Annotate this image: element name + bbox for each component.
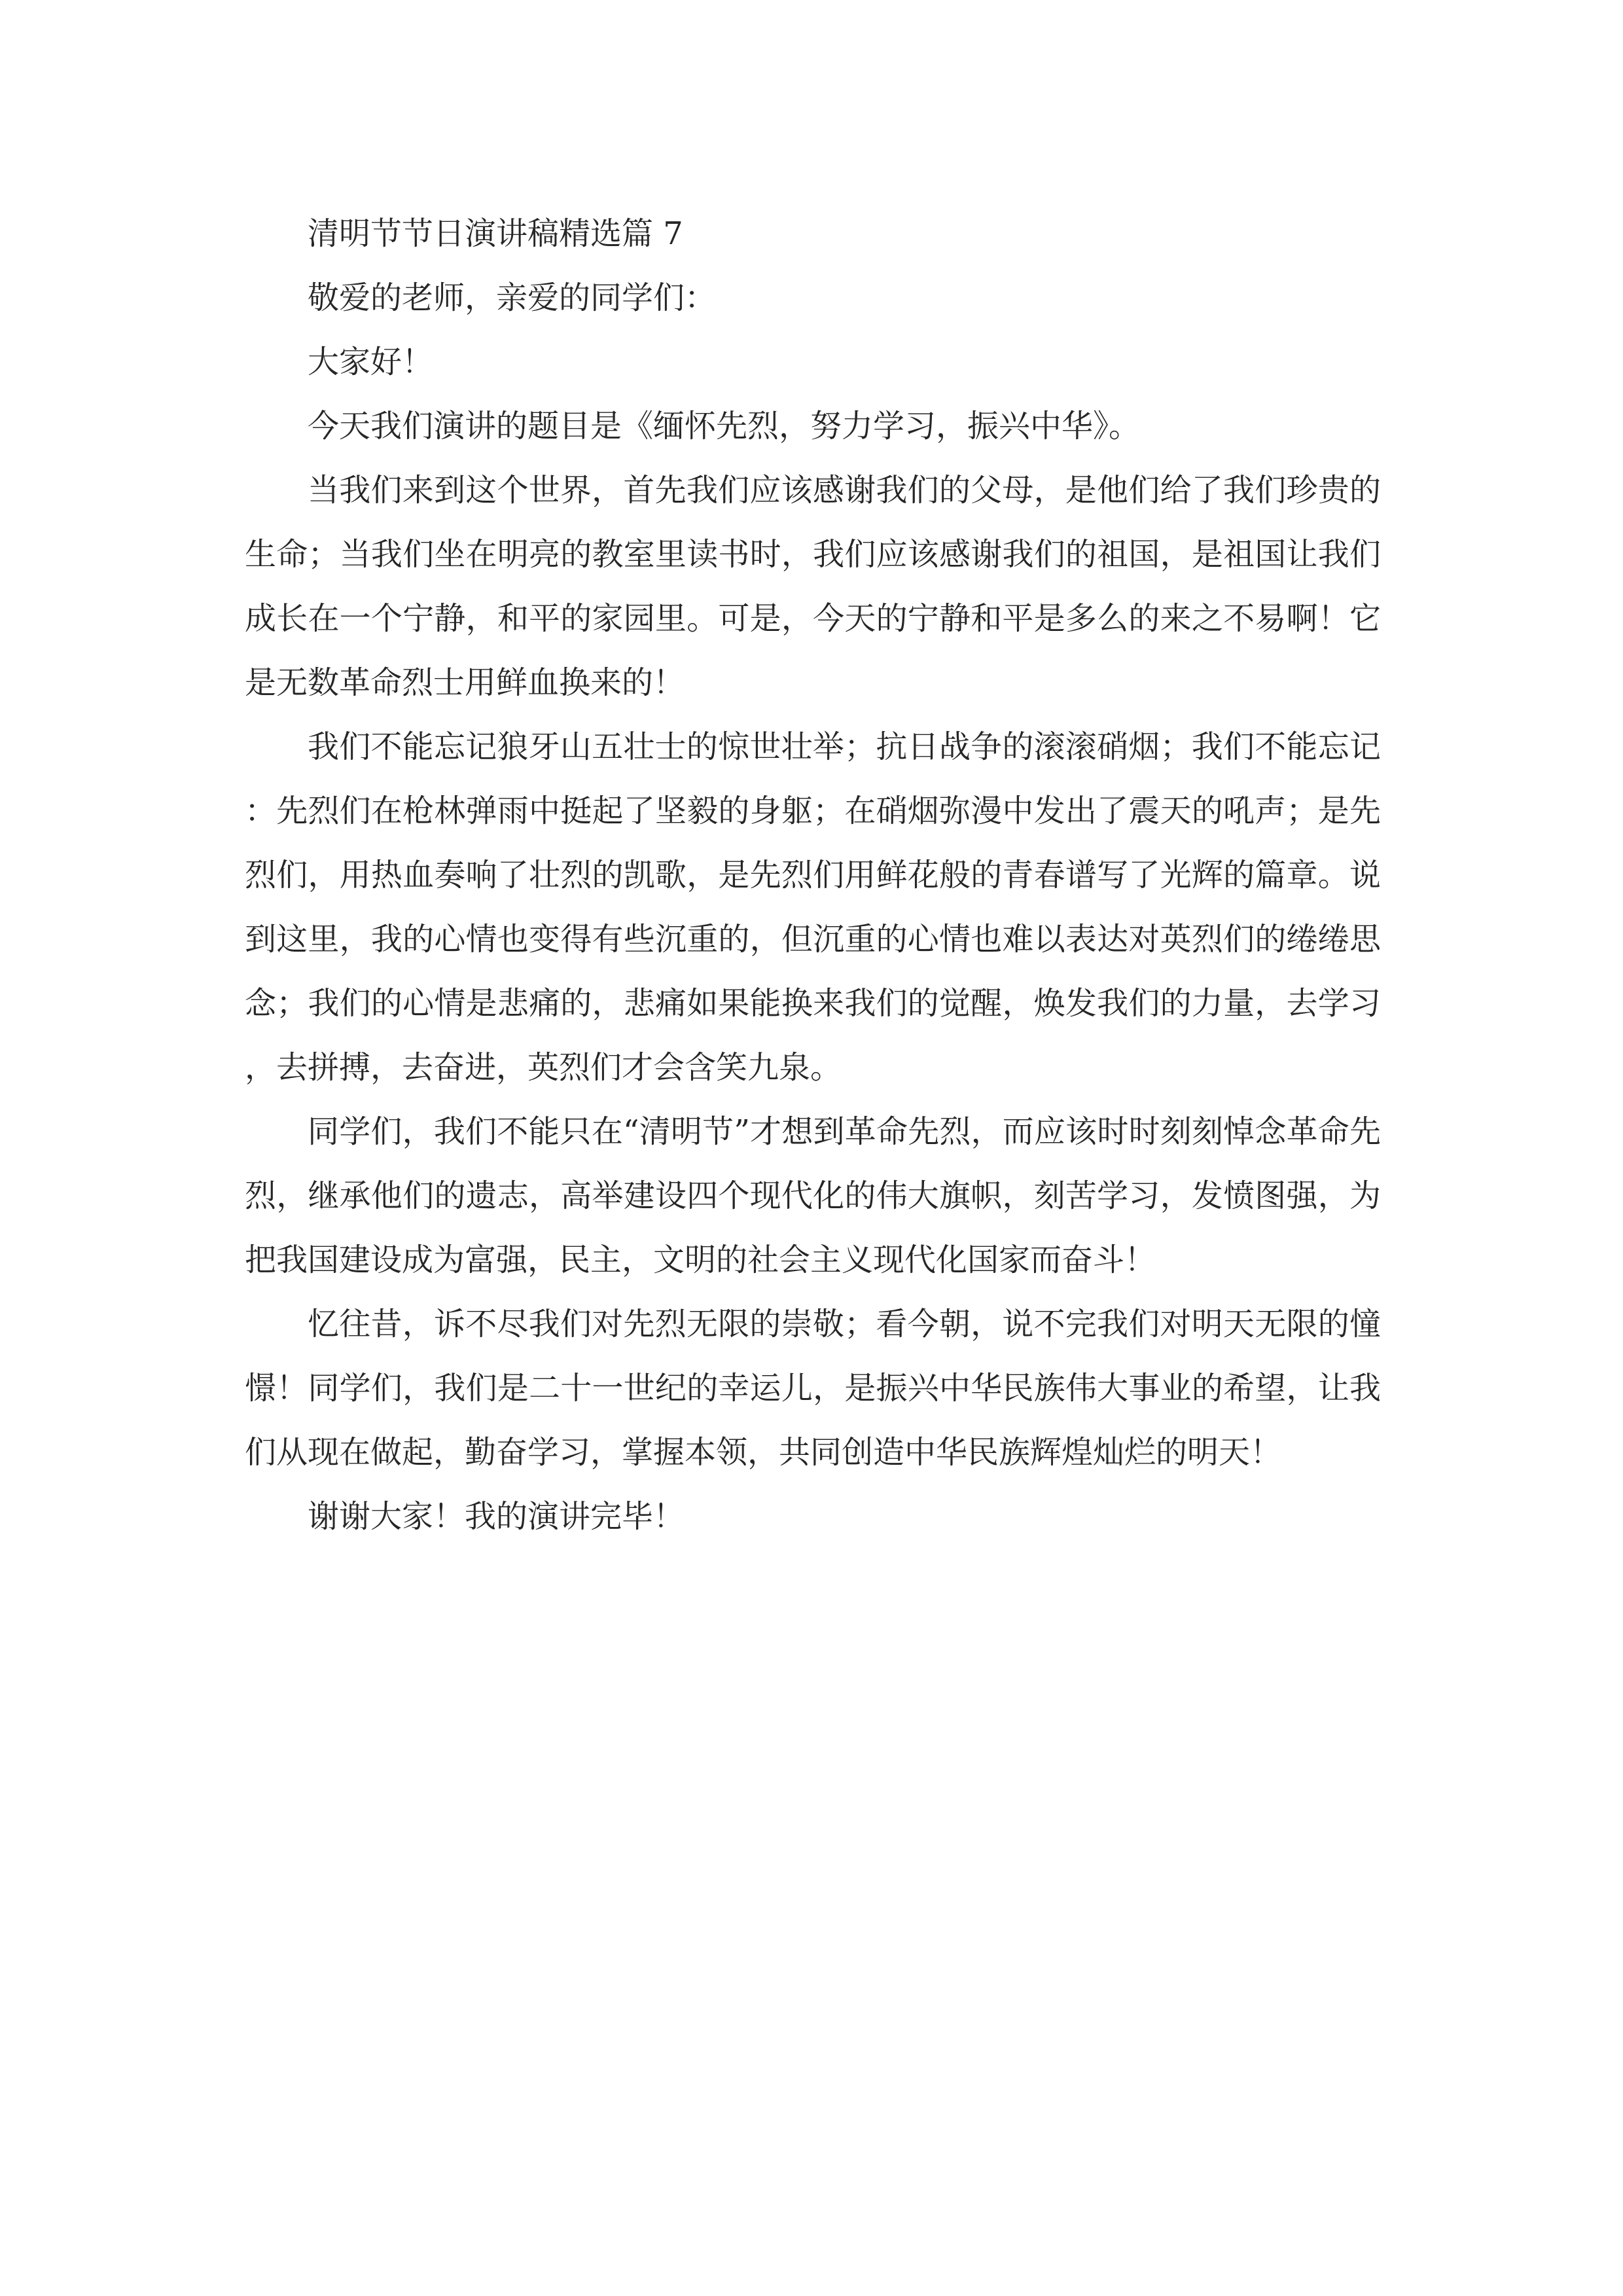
paragraph-greeting: 大家好！ — [308, 344, 434, 380]
paragraph-topic: 今天我们演讲的题目是《缅怀先烈，努力学习，振兴中华》。 — [308, 408, 1141, 444]
document-title: 清明节节日演讲稿精选篇 7 — [308, 215, 683, 252]
document-body — [245, 202, 1381, 1549]
paragraph-call-to-action: 同学们，我们不能只在“清明节”才想到革命先烈，而应该时时刻刻悼念革命先烈，继承他们的遗志，高举建设四个现代化的伟大旗帜，刻苦学习，发愤图强，为把我国建设成为富强，民主，文明的社会主义现代化国家而奋斗！ — [245, 1113, 1381, 1278]
paragraph-closing: 谢谢大家！我的演讲完毕！ — [308, 1498, 685, 1535]
paragraph-remembrance: 我们不能忘记狼牙山五壮士的惊世壮举；抗日战争的滚滚硝烟；我们不能忘记：先烈们在枪林弹雨中挺起了坚毅的身躯；在硝烟弥漫中发出了震天的吼声；是先烈们，用热血奏响了壮烈的凯歌，是先烈们用鲜花般的青春谱写了光辉的篇章。说到这里，我的心情也变得有些沉重的，但沉重的心情也难以表达对英烈们的绻绻思念；我们的心情是悲痛的，悲痛如果能换来我们的觉醒，焕发我们的力量，去学习，去拼搏，去奋进，英烈们才会含笑九泉。 — [245, 728, 1381, 1086]
paragraph-gratitude: 当我们来到这个世界，首先我们应该感谢我们的父母，是他们给了我们珍贵的生命；当我们坐在明亮的教室里读书时，我们应该感谢我们的祖国，是祖国让我们成长在一个宁静，和平的家园里。可是，今天的宁静和平是多么的来之不易啊！它是无数革命烈士用鲜血换来的！ — [245, 472, 1381, 701]
paragraph-salutation: 敬爱的老师，亲爱的同学们： — [308, 279, 717, 316]
paragraph-hope: 忆往昔，诉不尽我们对先烈无限的崇敬；看今朝，说不完我们对明天无限的憧憬！同学们，我们是二十一世纪的幸运儿，是振兴中华民族伟大事业的希望，让我们从现在做起，勤奋学习，掌握本领，共同创造中华民族辉煌灿烂的明天！ — [245, 1306, 1381, 1471]
